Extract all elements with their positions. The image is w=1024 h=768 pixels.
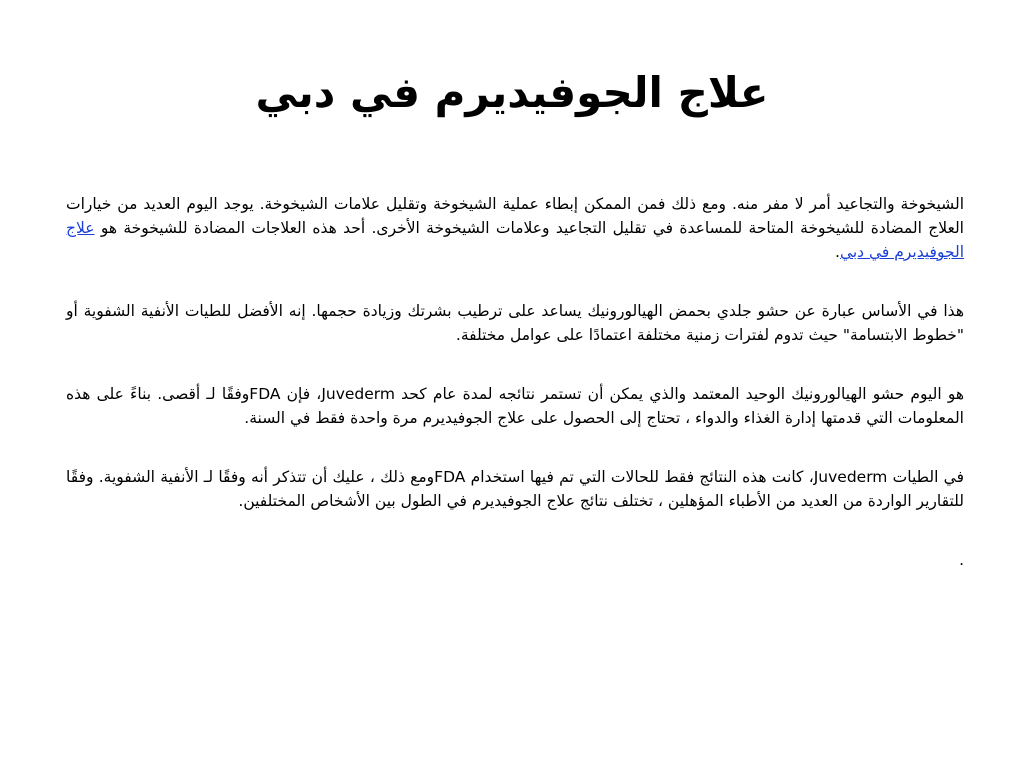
paragraph-description: هذا في الأساس عبارة عن حشو جلدي بحمض الهيالورونيك يساعد على ترطيب بشرتك وزيادة حجمها. إنه الأفضل للطيات الأنفية الشفوية أو "خطوط الابتسامة" حيث تدوم لفترات زمنية مختلفة اعتمادًا على عوامل مختلفة. [66,302,964,344]
juvederm-dubai-link[interactable]: علاج الجوفيديرم في دبي [66,219,964,261]
paragraph-intro-end: . [835,243,840,261]
paragraph-results: في الطيات Juvederm، كانت هذه النتائج فقط للحالات التي تم فيها استخدام FDAومع ذلك ، عليك أن تتذكر أنه وفقًا لـ الأنفية الشفوية. وفقًا للتقارير الواردة من العديد من الأطباء المؤهلين ، تختلف نتائج علاج الجوفيديرم في الطول بين الأشخاص المختلفين. [66,468,965,510]
slide-title: علاج الجوفيديرم في دبي [255,68,769,117]
paragraph-intro-text: الشيخوخة والتجاعيد أمر لا مفر منه. ومع ذلك فمن الممكن إبطاء عملية الشيخوخة وتقليل علامات الشيخوخة. يوجد اليوم العديد من خيارات العلاج المضادة للشيخوخة المتاحة للمساعدة في تقليل التجاعيد وعلامات الشيخوخة الأخرى. أحد هذه العلاجات المضادة للشيخوخة هو [66,195,964,237]
trailing-dot: . [959,551,964,569]
slide-body [66,192,964,572]
paragraph-intro [66,192,964,264]
paragraph-fda-approval: هو اليوم حشو الهيالورونيك الوحيد المعتمد والذي يمكن أن تستمر نتائجه لمدة عام كحد Juvederm، فإن FDAوفقًا لـ أقصى. بناءً على هذه المعلومات التي قدمتها إدارة الغذاء والدواء ، تحتاج إلى الحصول على علاج الجوفيديرم مرة واحدة فقط في السنة. [66,385,964,427]
